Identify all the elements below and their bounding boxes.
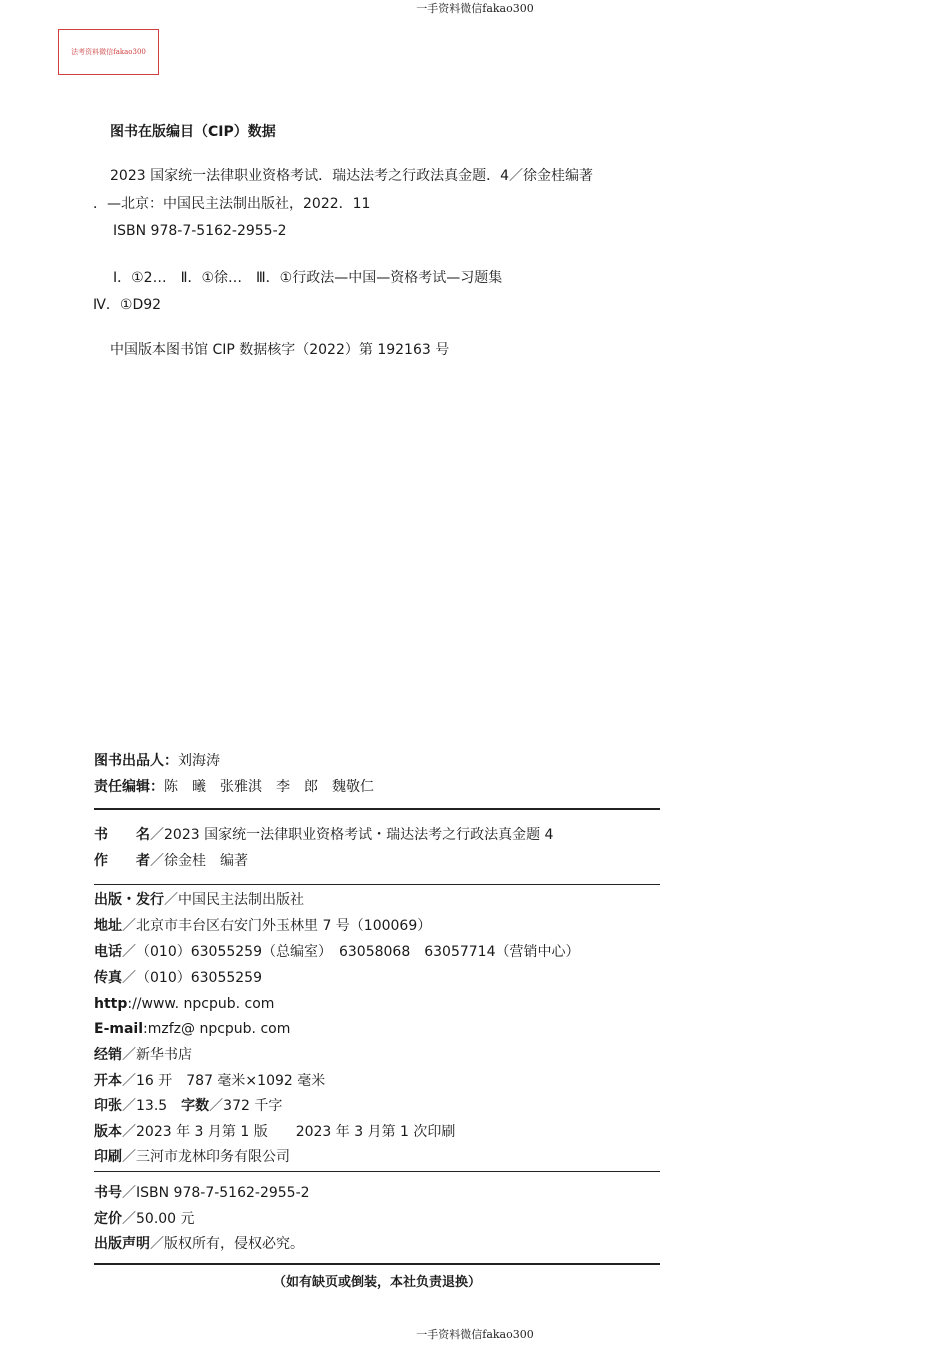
detail-row <box>94 942 580 962</box>
detail-label: 印刷 <box>94 1149 122 1165</box>
detail-value: ://www. npcpub. com <box>127 996 275 1012</box>
pricing-value: ／版权所有，侵权必究。 <box>150 1236 304 1252</box>
detail-label: 电话 <box>94 944 122 960</box>
detail-row <box>94 1122 455 1142</box>
cip-record-number: 中国版本图书馆 CIP 数据核字（2022）第 192163 号 <box>110 342 450 358</box>
pricing-label: 出版声明 <box>94 1236 150 1252</box>
publisher-person-label: 图书出品人： <box>94 753 178 769</box>
book-author-row <box>94 851 248 871</box>
pricing-row <box>94 1183 310 1203</box>
pricing-value: ／ISBN 978-7-5162-2955-2 <box>122 1185 310 1201</box>
detail-row <box>94 968 262 988</box>
pricing-label: 书号 <box>94 1185 122 1201</box>
detail-label: 经销 <box>94 1047 122 1063</box>
pricing-row <box>94 1209 195 1229</box>
divider-bottom <box>94 1263 660 1265</box>
detail-row <box>94 994 274 1014</box>
page-footer-watermark: 一手资料微信fakao300 <box>416 1328 534 1341</box>
detail-value: ／中国民主法制出版社 <box>164 892 304 908</box>
detail-row <box>94 1019 290 1039</box>
watermark-stamp: 法考资料微信fakao300 <box>58 29 159 75</box>
detail-label: 字数 <box>181 1098 210 1114</box>
editors: 陈 曦 张雅淇 李 郎 魏敬仁 <box>164 779 374 795</box>
cip-isbn: ISBN 978-7-5162-2955-2 <box>113 223 287 239</box>
detail-value: ／2023 年 3 月第 1 版 2023 年 3 月第 1 次印刷 <box>122 1124 456 1140</box>
publisher-person-row <box>94 751 220 771</box>
detail-label: 地址 <box>94 918 122 934</box>
divider-book <box>94 884 660 885</box>
detail-row <box>94 916 431 936</box>
detail-label: E-mail <box>94 1021 144 1037</box>
pricing-label: 定价 <box>94 1211 122 1227</box>
page-header-watermark: 一手资料微信fakao300 <box>416 2 534 15</box>
pricing-row <box>94 1234 304 1254</box>
detail-label: 版本 <box>94 1124 122 1140</box>
cip-line-2: ．—北京：中国民主法制出版社，2022．11 <box>93 196 371 212</box>
return-notice: （如有缺页或倒装，本社负责退换） <box>272 1275 481 1290</box>
editors-row <box>94 777 374 797</box>
detail-value: ／372 千字 <box>209 1098 283 1114</box>
book-title: ／2023 国家统一法律职业资格考试・瑞达法考之行政法真金题 4 <box>150 827 554 843</box>
detail-row <box>94 1071 325 1091</box>
divider-top <box>94 808 660 810</box>
detail-row <box>94 890 304 910</box>
publisher-person: 刘海涛 <box>178 753 220 769</box>
detail-value: ／北京市丰台区右安门外玉林里 7 号（100069） <box>122 918 432 934</box>
cip-classification-2: Ⅳ．①D92 <box>93 297 162 313</box>
detail-value: ／三河市龙林印务有限公司 <box>122 1149 290 1165</box>
detail-row <box>94 1096 282 1116</box>
editors-label: 责任编辑： <box>94 779 164 795</box>
detail-label: 传真 <box>94 970 122 986</box>
detail-label: 出版・发行 <box>94 892 164 908</box>
book-title-row <box>94 825 553 845</box>
cip-classification-1: Ⅰ．①2… Ⅱ．①徐… Ⅲ．①行政法—中国—资格考试—习题集 <box>113 270 503 286</box>
detail-label: 印张 <box>94 1098 122 1114</box>
detail-label: http <box>94 996 128 1012</box>
cip-title: 图书在版编目（CIP）数据 <box>110 124 276 140</box>
book-title-label: 书 名 <box>94 827 150 843</box>
detail-value: ／（010）63055259（总编室） 63058068 63057714（营销中心） <box>122 944 580 960</box>
detail-value: ／13.5 <box>122 1098 182 1114</box>
cip-line-1: 2023 国家统一法律职业资格考试．瑞达法考之行政法真金题．4／徐金桂编著 <box>110 168 593 184</box>
detail-row <box>94 1147 290 1167</box>
detail-label: 开本 <box>94 1073 122 1089</box>
book-author: ／徐金桂 编著 <box>150 853 248 869</box>
detail-row <box>94 1045 192 1065</box>
book-author-label: 作 者 <box>94 853 150 869</box>
detail-value: ／16 开 787 毫米×1092 毫米 <box>122 1073 326 1089</box>
detail-value: ／新华书店 <box>122 1047 192 1063</box>
detail-value: :mzfz@ npcpub. com <box>143 1021 291 1037</box>
pricing-value: ／50.00 元 <box>122 1211 195 1227</box>
divider-details <box>94 1171 660 1172</box>
detail-value: ／（010）63055259 <box>122 970 262 986</box>
